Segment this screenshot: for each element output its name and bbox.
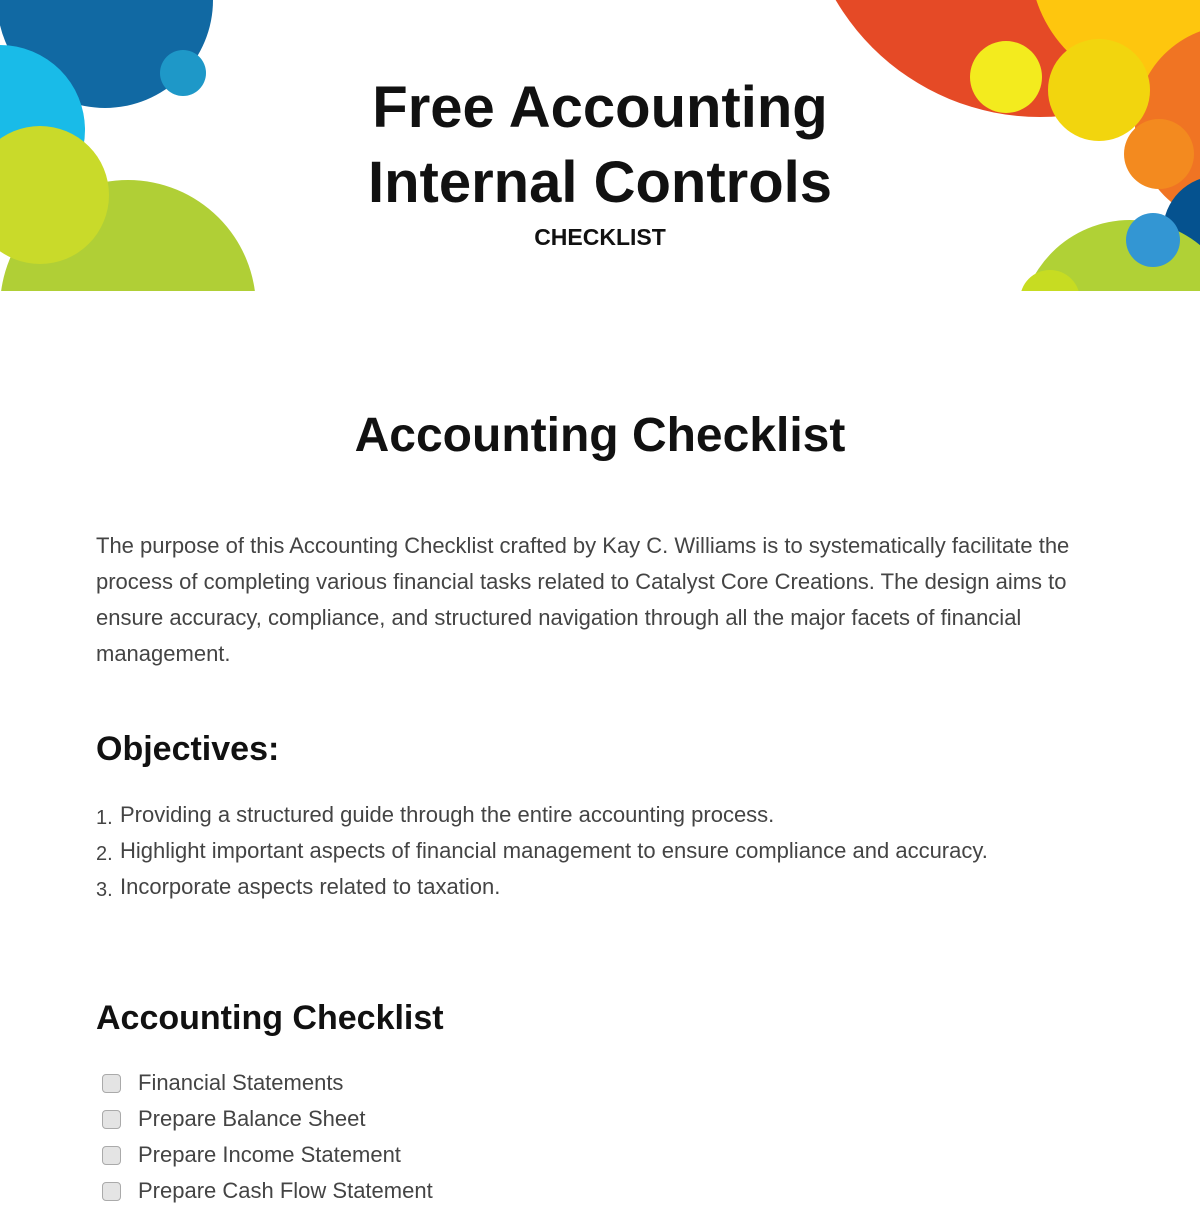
checklist-item[interactable] <box>102 1137 433 1173</box>
title-line-1: Free Accounting <box>372 75 828 140</box>
checklist-item[interactable] <box>102 1173 433 1209</box>
checklist-item-label: Prepare Cash Flow Statement <box>138 1178 433 1203</box>
document-subtitle: CHECKLIST <box>534 224 666 250</box>
main-heading: Accounting Checklist <box>354 409 846 462</box>
item-number: 2. <box>96 843 113 865</box>
objectives-heading: Objectives: <box>96 730 280 768</box>
item-text: Incorporate aspects related to taxation. <box>120 874 501 899</box>
checklist-item[interactable] <box>102 1065 433 1101</box>
objectives-list <box>96 797 1056 905</box>
checklist-item[interactable] <box>102 1101 433 1137</box>
item-text: Providing a structured guide through the entire accounting process. <box>120 802 775 827</box>
item-number: 1. <box>96 807 113 829</box>
checklist-item-label: Prepare Income Statement <box>138 1142 401 1167</box>
checkbox[interactable] <box>102 1074 121 1093</box>
list-item <box>96 833 1056 869</box>
item-number: 3. <box>96 879 113 901</box>
checklist-item-label: Financial Statements <box>138 1070 344 1095</box>
title-line-2: Internal Controls <box>367 150 833 215</box>
checklist <box>102 1065 433 1209</box>
list-item <box>96 797 1056 833</box>
item-text: Highlight important aspects of financial management to ensure compliance and accuracy. <box>120 838 988 863</box>
checklist-item-label: Prepare Balance Sheet <box>138 1106 366 1131</box>
checklist-heading: Accounting Checklist <box>96 999 444 1037</box>
document-title <box>0 70 1200 220</box>
intro-paragraph: The purpose of this Accounting Checklist crafted by Kay C. Williams is to systematically facilitate the process of completing various financial tasks related to Catalyst Core Creations. The design aims to ensure accuracy, compliance, and structured navigation through all the major facets of financial management. <box>96 533 1070 666</box>
checkbox[interactable] <box>102 1182 121 1201</box>
checkbox[interactable] <box>102 1146 121 1165</box>
list-item <box>96 869 1056 905</box>
checkbox[interactable] <box>102 1110 121 1129</box>
header-banner <box>0 0 1200 291</box>
